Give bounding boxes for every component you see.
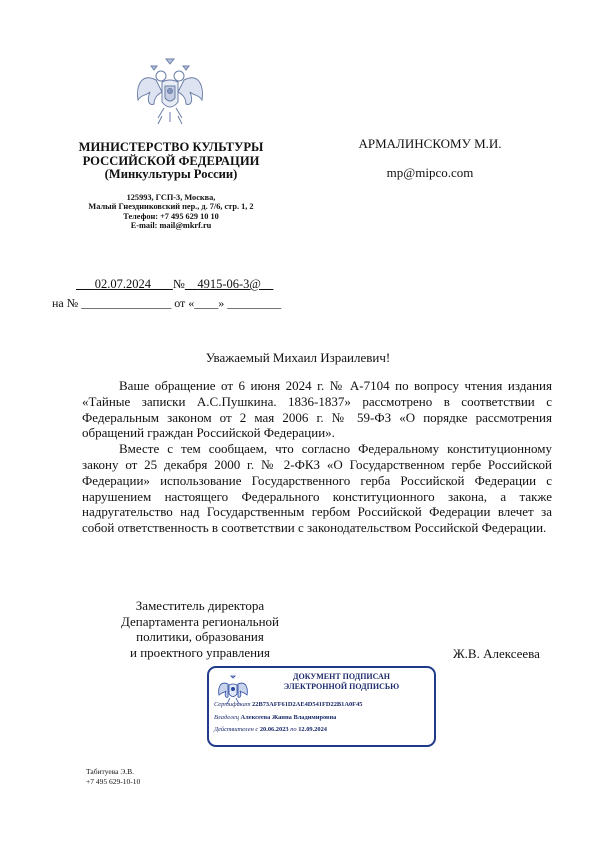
executor-phone: +7 495 629-10-10 (86, 776, 141, 786)
stamp-validity-row (214, 726, 327, 733)
stamp-owner-value: Алексеева Жанна Владимировна (240, 714, 337, 721)
signer-name: Ж.В. Алексеева (453, 646, 540, 661)
registration-number: 4915-06-3@ (197, 277, 261, 291)
stamp-valid-label: Действителен (214, 726, 254, 733)
ministry-address-block (60, 193, 282, 231)
registration-line (76, 277, 273, 292)
registration-number-sign: № (172, 277, 185, 291)
stamp-owner-row (214, 714, 336, 721)
letter-paragraph-1: Ваше обращение от 6 июня 2024 г. № А-7104 по вопросу чтения издания «Тайные записки А.С.Пушкина. 1836-1837» рассмотрено в соответствии с Федеральным законом от 2 мая 2006 г. № 59-ФЗ «О порядке рассмотрения обращений граждан Российской Федерации». (82, 378, 552, 441)
reference-line: на № _______________ от «____» _________ (52, 296, 282, 310)
stamp-certificate-value: 22B73AFF61D2AE4D541FD22B1A0F45 (252, 701, 363, 708)
ministry-name-block (60, 141, 282, 182)
ministry-address-line2: Малый Гнездниковский пер., д. 7/6, стр. 1, 2 (88, 202, 254, 212)
signer-position-line3: политики, образования (136, 629, 264, 645)
e-signature-stamp (207, 666, 436, 747)
letter-body (82, 378, 552, 536)
stamp-title-line1: ДОКУМЕНТ ПОДПИСАН (292, 672, 391, 681)
signer-position-line2: Департамента региональной (120, 613, 279, 629)
ministry-name-line2: РОССИЙСКОЙ ФЕДЕРАЦИИ (82, 153, 260, 168)
signer-position (112, 598, 288, 661)
stamp-valid-from-prefix: с (255, 726, 259, 733)
ministry-email: E-mail: mail@mkrf.ru (130, 221, 212, 231)
addressee-name: АРМАЛИНСКОМУ М.И. (358, 136, 502, 151)
stamp-certificate-row (214, 701, 362, 708)
stamp-valid-to: 12.09.2024 (298, 726, 327, 733)
stamp-owner-label: Владелец (214, 714, 239, 721)
coat-of-arms-emblem-icon (130, 54, 210, 132)
ministry-phone: Телефон: +7 495 629 10 10 (123, 211, 219, 221)
stamp-valid-from: 20.06.2023 (259, 726, 289, 733)
letter-greeting: Уважаемый Михаил Израилевич! (205, 350, 391, 365)
ministry-name-line1: МИНИСТЕРСТВО КУЛЬТУРЫ (78, 140, 264, 154)
stamp-title-line2: ЭЛЕКТРОННОЙ ПОДПИСЬЮ (283, 682, 400, 691)
stamp-title (259, 672, 424, 692)
stamp-valid-to-prefix: по (290, 726, 297, 733)
stamp-certificate-label: Сертификат (214, 701, 251, 708)
signer-position-line1: Заместитель директора (135, 598, 265, 613)
addressee-email: mp@mipco.com (386, 165, 474, 180)
registration-date: 02.07.2024 (94, 277, 151, 291)
executor-block (86, 767, 140, 786)
letter-paragraph-2: Вместе с тем сообщаем, что согласно Федеральному конституционному закону от 25 декабря 2000 г. № 2-ФКЗ «О Государственном гербе Российской Федерации» использование Государственного герба Российской Федерации с нарушением настоящего Федерального конституционного закона, а также надругательство над Государственным гербом Российской Федерации влечет за собой ответственность в соответствии с законодательством Российской Федерации. (82, 441, 552, 536)
ministry-short-name: (Минкультуры России) (104, 167, 238, 182)
addressee-block (330, 136, 530, 180)
signer-position-line4: и проектного управления (130, 645, 270, 661)
executor-name: Табитуева Э.В. (86, 767, 135, 776)
ministry-address-line1: 125993, ГСП-3, Москва, (126, 193, 216, 202)
